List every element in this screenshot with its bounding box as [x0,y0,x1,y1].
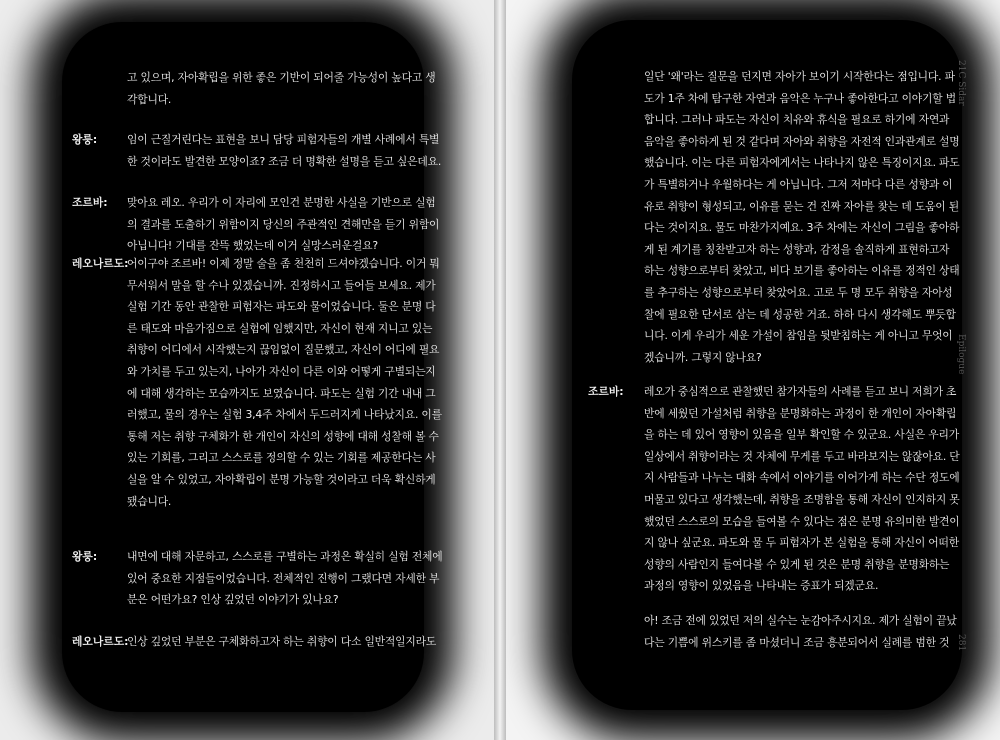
dialogue-line: 도가 1주 차에 탐구한 자연과 음악은 누구나 좋아한다고 이야기할 법 [644,91,956,105]
dialogue-line: 와 가치를 두고 있는지, 나아가 자신이 다른 이와 어떻게 구별되는지 [127,365,436,378]
dialogue-line: 일상에서 취향이라는 것 자체에 무게를 두고 바라보지는 않잖아요. 단 [644,449,960,463]
dialogue-line: 레오가 중심적으로 관찰했던 참가자들의 사례를 듣고 보니 저희가 초 [644,385,957,398]
dialogue-line: 반에 세웠던 가설처럼 취향을 분명화하는 과정이 한 개인이 자아확립 [644,406,957,420]
dialogue-line: 에 대해 생각하는 모습까지도 보였습니다. 파도는 실험 기간 내내 그 [127,386,436,400]
dialogue-line: 일단 '왜'라는 질문을 던지면 자아가 보이기 시작한다는 점입니다. 파 [644,70,955,83]
dialogue-line: 무서워서 말을 할 수나 있겠습니까. 진정하시고 들어들 보세요. 제가 [127,278,436,292]
dialogue-line: 을 하는 데 있어 영향이 있음을 일부 확인할 수 있군요. 사실은 우리가 [644,428,959,442]
book-gutter [494,0,506,740]
dialogue-line: 맞아요 레오. 우리가 이 자리에 모인건 분명한 사실을 기반으로 실험 [127,196,436,209]
dialogue-line: 게 된 계기를 칭찬받고자 하는 성향과, 감정을 솔직하게 표현하고자 [644,242,950,256]
dialogue-line: 분은 어떤가요? 인상 깊었던 이야기가 있나요? [127,593,339,607]
dialogue-line: 인상 깊었던 부분은 구체화하고자 하는 취향이 다소 일반적일지라도 [127,635,437,648]
dialogue-line: 어이구야 조르바! 이제 정말 술을 좀 천천히 드셔야겠습니다. 이거 뭐 [127,257,440,270]
dialogue-line: 실험 기간 동안 관찰한 피험자는 파도와 물이었습니다. 둘은 분명 다 [127,300,436,314]
speaker-name: 왕룽: [72,133,98,146]
speaker-name: 레오나르도: [72,257,129,270]
dialogue-line: 됐습니다. [127,494,172,508]
dialogue-line: 각합니다. [127,92,172,106]
dialogue-line: 했습니다. 이는 다른 피험자에게서는 나타나지 않은 특징이지요. 파도 [644,156,960,170]
dialogue-line: 겠습니까. 그렇지 않나요? [644,350,762,364]
dialogue-line: 취향이 어디에서 시작했는지 끊임없이 질문했고, 자신이 어디에 필요 [127,343,440,357]
page-number: 281 [956,634,966,652]
dialogue-line: 음악을 좋아하게 된 것 같다며 자아와 취향을 자전적 인과관계로 설명 [644,134,960,148]
dialogue-line: 실을 알 수 있었고, 자아확립이 분명 가능할 것이라고 더욱 확신하게 [127,473,436,486]
speaker-name: 왕룽: [72,550,98,563]
dialogue-line: 고 있으며, 자아확립을 위한 좋은 기반이 되어줄 가능성이 높다고 생 [127,71,436,84]
dialogue-line: 유로 취향이 형성되고, 이유를 묻는 건 진짜 자아를 찾는 데 도움이 된 [644,199,959,213]
speaker-name: 조르바: [72,196,108,209]
speaker-name: 조르바: [588,385,624,398]
dialogue-line: 가 특별하거나 우월하다는 게 아닙니다. 그저 저마다 다른 성향과 이 [644,178,953,191]
dialogue-line: 과정의 영향이 있었음을 나타내는 증표가 되겠군요. [644,579,879,593]
dialogue-line: 다는 것이지요. 물도 마찬가지예요. 3주 차에는 자신이 그림을 좋아하 [644,221,960,235]
running-head-chapter: 21C Sidar [956,60,966,106]
dialogue-line: 하는 성향으로부터 찾았고, 비다 보기를 좋아하는 이유를 정적인 상태 [644,264,960,278]
dialogue-line: 러했고, 물의 경우는 실험 3,4주 차에서 두드러지게 나타났지요. 이를 [127,408,442,422]
dialogue-line: 임이 근질거린다는 표현을 보니 담당 피험자들의 개별 사례에서 특별 [127,133,440,146]
dialogue-line: 아닙니다! 기대를 잔뜩 했었는데 이거 실망스러운걸요? [127,239,378,253]
dialogue-line: 아! 조금 전에 있었던 저의 실수는 눈감아주시지요. 제가 실험이 끝났 [644,614,957,627]
dialogue-line: 있어 중요한 지점들이었습니다. 전체적인 진행이 그랬다면 자세한 부 [127,571,440,585]
dialogue-line: 다는 기쁨에 위스키를 좀 마셨더니 조금 흥분되어서 실례를 범한 것 [644,635,950,649]
dialogue-line: 찰에 필요한 단서로 삼는 데 성공한 거죠. 하하 다시 생각해도 뿌듯합 [644,307,956,321]
dialogue-line: 성향의 사람인지 들여다볼 수 있게 된 것은 분명 취향을 분명화하는 [644,557,950,571]
dialogue-line: 통해 저는 취향 구체화가 한 개인이 자신의 성향에 대해 성찰해 볼 수 [127,429,439,443]
dialogue-line: 머물고 있다고 생각했는데, 취향을 조명함을 통해 자신이 인지하지 못 [644,493,960,506]
running-head-section: Epilogue [956,334,966,375]
dialogue-line: 를 추구하는 성향으로부터 찾았어요. 고로 두 명 모두 취향을 자아성 [644,286,953,299]
dialogue-line: 있는 기회를, 그리고 스스로를 정의할 수 있는 기회를 제공한다는 사 [127,451,436,465]
dialogue-line: 한 것이라도 발견한 모양이죠? 조금 더 명확한 설명을 듣고 싶은데요. [127,154,442,168]
dialogue-line: 합니다. 그러나 파도는 자신이 치유와 휴식을 필요로 하기에 자연과 [644,113,950,127]
dialogue-line: 의 결과를 도출하기 위함이지 당신의 주관적인 견해만을 듣기 위함이 [127,217,440,231]
dialogue-line: 했었던 스스로의 모습을 들여볼 수 있다는 점은 분명 유의미한 발견이 [644,514,960,528]
dialogue-line: 지 사람들과 나누는 대화 속에서 이야기를 이어가게 하는 수단 정도에 [644,471,960,485]
dialogue-line: 니다. 이게 우리가 세운 가설이 참임을 뒷받침하는 게 아니고 무엇이 [644,329,953,343]
speaker-name: 레오나르도: [72,635,129,648]
dialogue-line: 지 않나 싶군요. 파도와 물 두 피험자가 본 실험을 통해 자신이 어떠한 [644,536,959,550]
dialogue-line: 른 태도와 마음가짐으로 실험에 임했지만, 자신이 현재 지니고 있는 [127,321,433,335]
dialogue-line: 내면에 대해 자문하고, 스스로를 구별하는 과정은 확실히 실험 전체에 [127,550,443,563]
